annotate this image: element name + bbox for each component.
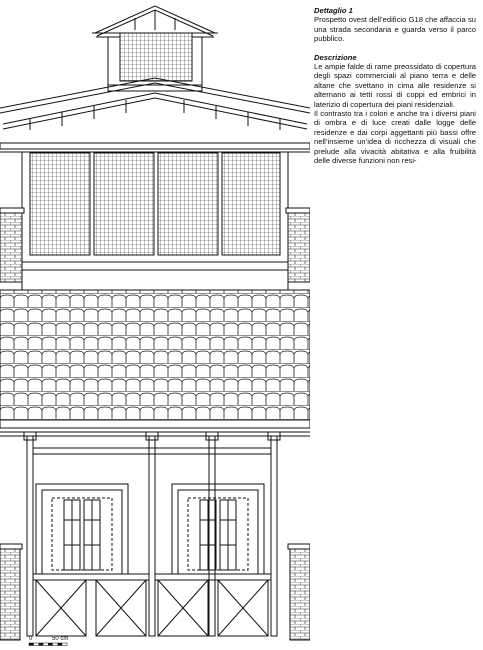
detail-heading: Dettaglio 1 [314,6,353,15]
detail-body: Prospetto ovest dell’edificio G18 che affaccia su una strada secondaria e guarda verso il parco pubblico. [314,15,476,44]
altana-body [108,33,202,91]
tile-roof [0,290,310,428]
window-left [36,484,128,574]
brick-pier-upper-left [0,208,24,282]
scale-end-label: 50 cm [52,636,69,642]
balcony-railing [33,574,271,636]
copper-roof [0,78,310,130]
brick-pier-upper-right [286,208,310,282]
scale-bar [29,636,68,646]
loggia-screens [22,153,288,270]
description-paragraph-2: Il contrasto tra i colori e anche tra i diversi piani di ombra e di luce creati dalle logge delle residenze e dai corpi aggettanti più bassi offre nell’insieme un’idea di ricchezza di visuali che prelude alla vivacità abitativa e alla fruibilità delle diverse funzioni non resi- [314,109,476,166]
brick-pier-lower-left [0,544,22,640]
caption-column [314,6,476,166]
scale-start-label: 0 [29,636,33,642]
description-paragraph-1: Le ampie falde di rame preossidato di copertura degli spazi commerciali al piano terra e delle altane che svettano in cima alle residenze si alternano ai tetti rossi di coppi ed embrici in laterizio di copertura dei piani residenziali. [314,62,476,109]
brick-pier-lower-right [288,544,310,640]
window-right [172,484,264,574]
altana-roof [92,6,218,37]
description-heading: Descrizione [314,52,357,62]
